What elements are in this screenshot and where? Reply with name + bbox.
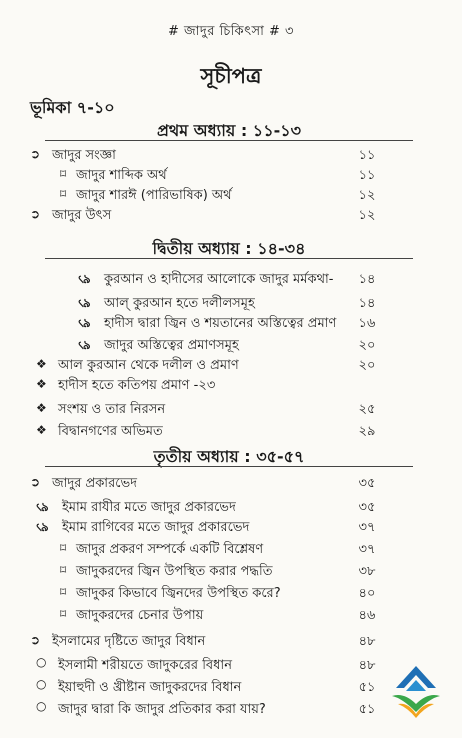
chapter-1-heading: প্রথম অধ্যায় : ১১-১৩: [156, 121, 302, 140]
toc-entry: [0, 540, 462, 560]
toc-entry-title: জাদুকরদের চেনার উপায়: [76, 608, 204, 623]
toc-entry-title: ইমাম রাযীর মতে জাদুর প্রকারভেদ: [62, 500, 236, 515]
toc-entry: [0, 376, 462, 396]
chapter-3-heading: তৃতীয় অধ্যায় : ৩৫-৫৭: [153, 447, 305, 466]
arrow-icon: ➲: [30, 475, 41, 489]
square-bullet-icon: ⌑: [60, 541, 67, 555]
toc-entry-page: ৫১: [358, 702, 376, 717]
toc-title: সূচীপত্র: [200, 64, 262, 88]
toc-entry-title: জাদুর শারঈ (পারিভাষিক) অর্থ: [76, 188, 232, 203]
toc-entry: [0, 206, 462, 226]
toc-entry: [0, 166, 462, 186]
toc-entry-title: সংশয় ও তার নিরসন: [58, 402, 166, 417]
diamond-bullet-icon: ❖: [36, 357, 47, 371]
toc-entry-page: ৩৭: [358, 542, 376, 557]
toc-entry: [0, 584, 462, 604]
toc-entry-title: জাদুর প্রকারভেদ: [52, 476, 137, 491]
toc-entry-page: ১২: [358, 188, 376, 203]
toc-entry-title: জাদুর উৎস: [52, 208, 112, 223]
leaf-bullet-icon: ৻৯: [78, 316, 90, 330]
toc-entry: [0, 336, 462, 356]
toc-entry-page: ৪৬: [358, 608, 376, 623]
leaf-bullet-icon: ৻৯: [78, 272, 90, 286]
toc-entry-title: হাদীস দ্বারা জ্বিন ও শয়তানের অস্তিত্বের প্রমাণ: [104, 316, 337, 331]
toc-entry-page: ১৪: [358, 272, 376, 287]
square-bullet-icon: ⌑: [60, 563, 67, 577]
toc-entry: [0, 400, 462, 420]
square-bullet-icon: ⌑: [60, 607, 67, 621]
publisher-logo: [384, 660, 448, 722]
arrow-icon: ➲: [30, 207, 41, 221]
toc-entry: [0, 562, 462, 582]
toc-entry-page: ৫১: [358, 680, 376, 695]
toc-entry: [0, 270, 462, 290]
square-bullet-icon: ⌑: [60, 167, 67, 181]
arrow-icon: ➲: [30, 633, 41, 647]
toc-entry-title: বিদ্বানগণের অভিমত: [58, 424, 163, 439]
toc-entry-title: ইমাম রাগিবের মতে জাদুর প্রকারভেদ: [62, 520, 250, 535]
toc-entry-title: জাদুর দ্বারা কি জাদুর প্রতিকার করা যায়?: [58, 702, 266, 717]
toc-entry-title: জাদুর শাব্দিক অর্থ: [76, 168, 167, 183]
leaf-bullet-icon: ৻৯: [36, 500, 48, 514]
chapter-1-rule: [45, 140, 413, 141]
toc-entry-page: ১১: [358, 168, 376, 183]
toc-entry-title: জাদুর প্রকরণ সম্পর্কে একটি বিশ্লেষণ: [76, 542, 264, 557]
toc-entry-title: ইসলামী শরীয়তে জাদুকরের বিধান: [58, 658, 232, 673]
toc-entry: [0, 186, 462, 206]
toc-entry-page: ৩৫: [358, 476, 376, 491]
toc-entry: [0, 146, 462, 166]
toc-entry: [0, 474, 462, 494]
toc-entry-title: জাদুর সংজ্ঞা: [52, 148, 116, 163]
toc-entry-page: ৩৫: [358, 500, 376, 515]
chapter-2-rule: [45, 258, 413, 259]
circle-bullet-icon: ○: [36, 699, 47, 713]
toc-entry-page: ১৪: [358, 296, 376, 311]
diamond-bullet-icon: ❖: [36, 423, 47, 437]
toc-entry: [0, 314, 462, 334]
toc-entry: [0, 606, 462, 626]
toc-entry-title: জাদুকর কিভাবে জ্বিনদের উপস্থিত করে?: [76, 586, 281, 601]
toc-entry: [0, 518, 462, 538]
running-head: # জাদুর চিকিৎসা # ৩: [167, 24, 294, 39]
chapter-3-rule: [45, 466, 413, 467]
toc-entry-page: ২০: [358, 338, 376, 353]
leaf-bullet-icon: ৻৯: [36, 520, 48, 534]
toc-entry-page: ১১: [358, 148, 376, 163]
toc-entry-page: ২০: [358, 358, 376, 373]
toc-entry-title: জাদুর অস্তিত্বের প্রমাণসমূহ: [104, 338, 239, 353]
toc-entry: [0, 356, 462, 376]
toc-entry: [0, 632, 462, 652]
toc-entry: [0, 498, 462, 518]
circle-bullet-icon: ○: [36, 655, 47, 669]
intro-entry: ভূমিকা ৭-১০: [30, 98, 115, 117]
toc-entry-page: ৩৮: [358, 564, 376, 579]
toc-entry-page: ২৫: [358, 402, 376, 417]
toc-entry-page: ১৬: [358, 316, 376, 331]
toc-entry: [0, 422, 462, 442]
arrow-icon: ➲: [30, 147, 41, 161]
toc-entry-page: ১২: [358, 208, 376, 223]
toc-entry-title: ইয়াহুদী ও খ্রীষ্টান জাদুকরদের বিধান: [58, 680, 242, 695]
chapter-2-heading: দ্বিতীয় অধ্যায় : ১৪-৩৪: [152, 239, 306, 258]
leaf-bullet-icon: ৻৯: [78, 338, 90, 352]
toc-entry-title: আল্ কুরআন হতে দলীলসমূহ: [104, 296, 255, 311]
toc-entry-page: ৩৭: [358, 520, 376, 535]
leaf-bullet-icon: ৻৯: [78, 296, 90, 310]
toc-entry-title: আল কুরআন থেকে দলীল ও প্রমাণ: [58, 358, 239, 373]
toc-entry-title: ইসলামের দৃষ্টিতে জাদুর বিধান: [52, 634, 206, 649]
diamond-bullet-icon: ❖: [36, 377, 47, 391]
square-bullet-icon: ⌑: [60, 187, 67, 201]
diamond-bullet-icon: ❖: [36, 401, 47, 415]
toc-entry-page: ৪০: [358, 586, 376, 601]
toc-entry: [0, 294, 462, 314]
toc-entry-page: ২৯: [358, 424, 376, 439]
toc-entry-title: কুরআন ও হাদীসের আলোকে জাদুর মর্মকথা-: [104, 272, 334, 287]
toc-entry-title: হাদীস হতে কতিপয় প্রমাণ -২৩: [58, 378, 216, 393]
toc-entry-title: জাদুকরদের জ্বিন উপস্থিত করার পদ্ধতি: [76, 564, 273, 579]
square-bullet-icon: ⌑: [60, 585, 67, 599]
toc-entry-page: ৪৮: [358, 634, 376, 649]
circle-bullet-icon: ○: [36, 677, 47, 691]
toc-entry-page: ৪৮: [358, 658, 376, 673]
